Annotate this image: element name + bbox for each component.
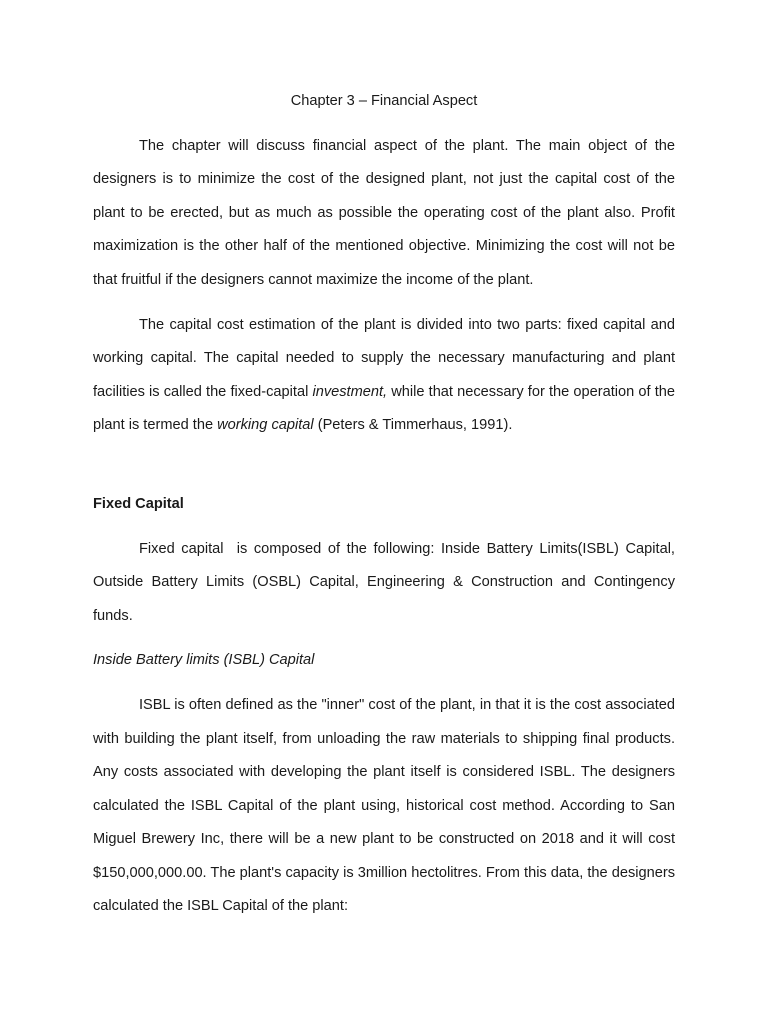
capital-text-part2: while that necessary for the operation of the plant is termed the <box>93 383 675 434</box>
capital-paragraph <box>93 309 675 443</box>
intro-paragraph: The chapter will discuss financial aspect of the plant. The main object of the designers is to minimize the cost of the designed plant, not just the capital cost of the plant to be erected, but as much as possible the operating cost of the plant also. Profit maximization is the other half of the mentioned objective. Minimizing the cost will not be that fruitful if the designers cannot maximize the income of the plant. <box>93 137 675 288</box>
fixed-capital-paragraph: Fixed capital is composed of the following: Inside Battery Limits(ISBL) Capital, Outside Battery Limits (OSBL) Capital, Engineering & Construction and Contingency funds. <box>93 540 680 624</box>
isbl-heading: Inside Battery limits (ISBL) Capital <box>93 652 315 669</box>
paragraph-spacer <box>93 522 675 533</box>
capital-italic-investment: investment, <box>312 383 388 400</box>
capital-text-part3: (Peters & Timmerhaus, 1991). <box>313 417 513 434</box>
document-body <box>93 85 680 924</box>
paragraph-spacer <box>93 678 675 689</box>
fixed-capital-heading: Fixed Capital <box>93 495 184 512</box>
isbl-paragraph: ISBL is often defined as the "inner" cost of the plant, in that it is the cost associated with building the plant itself, from unloading the raw materials to shipping final products. Any costs associated with developing the plant itself is considered ISBL. The designers calculated the ISBL Capital of the plant using, historical cost method. According to San Miguel Brewery Inc, there will be a new plant to be constructed on 2018 and it will cost $150,000,000.00. The plant's capacity is 3million hectolitres. From this data, the designers calculated the ISBL Capital of the plant: <box>93 696 675 915</box>
paragraph-spacer <box>93 633 675 644</box>
chapter-title: Chapter 3 – Financial Aspect <box>290 93 478 109</box>
section-spacer <box>93 443 675 488</box>
capital-italic-working-capital: working capital <box>217 417 314 434</box>
capital-text-part1: The capital cost estimation of the plant is divided into two parts: fixed capital and working capital. The capital needed to supply the necessary manufacturing and plant facilities is called the fixed-capital <box>93 316 675 400</box>
paragraph-spacer <box>93 298 675 309</box>
